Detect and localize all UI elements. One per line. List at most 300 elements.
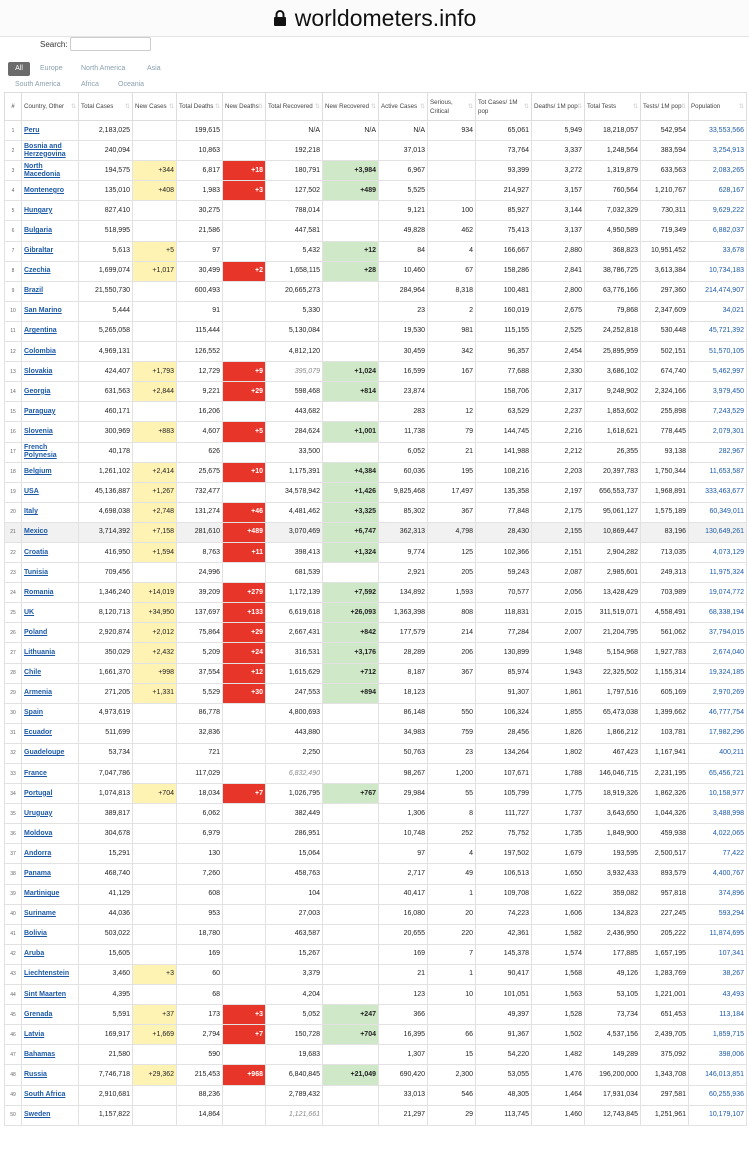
- table-row: [5, 342, 747, 362]
- column-header-country[interactable]: [22, 93, 79, 121]
- cell-total-tests: 12,743,845: [585, 1105, 641, 1125]
- cell-new-recovered: +842: [323, 623, 379, 643]
- cell-new-deaths: +7: [223, 1025, 266, 1045]
- cell-total-recovered: 443,880: [266, 723, 323, 743]
- cell-country[interactable]: South Africa: [22, 1085, 79, 1105]
- cell-country[interactable]: Georgia: [22, 382, 79, 402]
- cell-country[interactable]: Aruba: [22, 944, 79, 964]
- cell-population[interactable]: 6,882,037: [689, 221, 747, 241]
- cell-country[interactable]: Lithuania: [22, 643, 79, 663]
- column-header-total-tests[interactable]: [585, 93, 641, 121]
- cell-index: 41: [5, 924, 22, 944]
- cell-population[interactable]: 43,493: [689, 985, 747, 1005]
- column-header-active-cases[interactable]: [379, 93, 428, 121]
- cell-country[interactable]: Sweden: [22, 1105, 79, 1125]
- cell-total-tests: 7,032,329: [585, 201, 641, 221]
- cell-deaths-per-1m: 2,007: [532, 623, 585, 643]
- cell-deaths-per-1m: 1,948: [532, 643, 585, 663]
- cell-country[interactable]: Panama: [22, 864, 79, 884]
- column-header-cases-per-1m[interactable]: [476, 93, 532, 121]
- cell-total-tests: 2,904,282: [585, 542, 641, 562]
- cell-total-cases: 2,910,681: [79, 1085, 133, 1105]
- cell-total-tests: 5,154,968: [585, 643, 641, 663]
- cell-tests-per-1m: 2,231,195: [641, 764, 689, 784]
- cell-total-tests: 1,853,602: [585, 402, 641, 422]
- cell-new-recovered: +3,325: [323, 502, 379, 522]
- cell-country[interactable]: Latvia: [22, 1025, 79, 1045]
- cell-country[interactable]: France: [22, 764, 79, 784]
- cell-new-cases: +2,012: [133, 623, 177, 643]
- cell-population[interactable]: 4,022,065: [689, 824, 747, 844]
- tab-all[interactable]: All: [8, 62, 30, 76]
- cell-population[interactable]: 4,073,129: [689, 542, 747, 562]
- cell-population[interactable]: 374,896: [689, 884, 747, 904]
- cell-population[interactable]: 10,179,107: [689, 1105, 747, 1125]
- cell-country[interactable]: Uruguay: [22, 804, 79, 824]
- cell-serious-critical: 214: [428, 623, 476, 643]
- cell-active-cases: 29,984: [379, 784, 428, 804]
- cell-deaths-per-1m: 1,464: [532, 1085, 585, 1105]
- cell-country[interactable]: Martinique: [22, 884, 79, 904]
- cell-population[interactable]: 2,079,301: [689, 422, 747, 442]
- cell-country[interactable]: Czechia: [22, 261, 79, 281]
- cell-population[interactable]: 593,294: [689, 904, 747, 924]
- cell-deaths-per-1m: 2,155: [532, 522, 585, 542]
- cell-total-tests: 21,204,795: [585, 623, 641, 643]
- column-header-new-cases[interactable]: [133, 93, 177, 121]
- cell-country[interactable]: Croatia: [22, 542, 79, 562]
- cell-new-cases: +2,844: [133, 382, 177, 402]
- cell-population[interactable]: 34,021: [689, 301, 747, 321]
- cell-tests-per-1m: 1,343,708: [641, 1065, 689, 1085]
- cell-population[interactable]: 11,975,324: [689, 563, 747, 583]
- cell-new-recovered: +1,324: [323, 542, 379, 562]
- column-header-total-recovered[interactable]: [266, 93, 323, 121]
- cell-country[interactable]: Liechtenstein: [22, 964, 79, 984]
- cell-new-cases: [133, 824, 177, 844]
- cell-new-recovered: +4,384: [323, 462, 379, 482]
- cell-country[interactable]: Bulgaria: [22, 221, 79, 241]
- cell-population[interactable]: 4,400,767: [689, 864, 747, 884]
- cell-index: 30: [5, 703, 22, 723]
- cell-country[interactable]: Poland: [22, 623, 79, 643]
- table-row: [5, 884, 747, 904]
- cell-country[interactable]: Spain: [22, 703, 79, 723]
- cell-population[interactable]: 400,211: [689, 743, 747, 763]
- cell-new-recovered: [323, 1085, 379, 1105]
- table-row: [5, 743, 747, 763]
- cell-country[interactable]: Andorra: [22, 844, 79, 864]
- cell-total-cases: 5,613: [79, 241, 133, 261]
- cell-new-cases: [133, 563, 177, 583]
- cell-new-recovered: [323, 723, 379, 743]
- sort-icon: ⇅: [314, 104, 320, 110]
- cell-population[interactable]: 60,255,936: [689, 1085, 747, 1105]
- cell-population[interactable]: 2,674,040: [689, 643, 747, 663]
- cell-index: 32: [5, 743, 22, 763]
- cell-country[interactable]: Ecuador: [22, 723, 79, 743]
- cell-total-recovered: N/A: [266, 121, 323, 141]
- cell-total-cases: 4,698,038: [79, 502, 133, 522]
- cell-cases-per-1m: 158,286: [476, 261, 532, 281]
- cell-new-recovered: +814: [323, 382, 379, 402]
- cell-serious-critical: 29: [428, 1105, 476, 1125]
- cell-deaths-per-1m: 5,949: [532, 121, 585, 141]
- cell-deaths-per-1m: 1,563: [532, 985, 585, 1005]
- table-row: [5, 382, 747, 402]
- cell-country[interactable]: USA: [22, 482, 79, 502]
- cell-population[interactable]: 3,979,450: [689, 382, 747, 402]
- cell-serious-critical: 205: [428, 563, 476, 583]
- table-row: [5, 542, 747, 562]
- cell-new-deaths: +9: [223, 362, 266, 382]
- cell-serious-critical: [428, 161, 476, 181]
- cell-new-deaths: +133: [223, 603, 266, 623]
- cell-tests-per-1m: 957,818: [641, 884, 689, 904]
- cell-tests-per-1m: 633,563: [641, 161, 689, 181]
- cell-deaths-per-1m: 2,203: [532, 462, 585, 482]
- cell-new-recovered: [323, 964, 379, 984]
- cell-new-recovered: [323, 281, 379, 301]
- cell-deaths-per-1m: 3,137: [532, 221, 585, 241]
- cell-tests-per-1m: 1,283,769: [641, 964, 689, 984]
- cell-index: 24: [5, 583, 22, 603]
- column-header-label: Total Tests: [587, 103, 617, 110]
- cell-new-cases: [133, 844, 177, 864]
- cell-country[interactable]: North Macedonia: [22, 161, 79, 181]
- cell-new-cases: [133, 1045, 177, 1065]
- cell-cases-per-1m: 53,055: [476, 1065, 532, 1085]
- column-header-serious-critical[interactable]: [428, 93, 476, 121]
- cell-population[interactable]: 2,970,269: [689, 683, 747, 703]
- cell-tests-per-1m: 1,657,195: [641, 944, 689, 964]
- cell-new-recovered: [323, 924, 379, 944]
- cell-new-deaths: [223, 1045, 266, 1065]
- table-row: [5, 1085, 747, 1105]
- table-row: [5, 462, 747, 482]
- cell-new-recovered: [323, 804, 379, 824]
- cell-index: 20: [5, 502, 22, 522]
- cell-cases-per-1m: 91,307: [476, 683, 532, 703]
- cell-serious-critical: 367: [428, 663, 476, 683]
- column-header-total-cases[interactable]: [79, 93, 133, 121]
- cell-total-deaths: 600,493: [177, 281, 223, 301]
- cell-index: 28: [5, 663, 22, 683]
- cell-country[interactable]: Grenada: [22, 1005, 79, 1025]
- cell-new-recovered: [323, 221, 379, 241]
- cell-total-deaths: 115,444: [177, 321, 223, 341]
- cell-population[interactable]: 2,083,265: [689, 161, 747, 181]
- cell-population[interactable]: 11,874,695: [689, 924, 747, 944]
- cell-new-cases: +14,019: [133, 583, 177, 603]
- cell-active-cases: 33,013: [379, 1085, 428, 1105]
- cell-country[interactable]: Belgium: [22, 462, 79, 482]
- cell-tests-per-1m: 93,138: [641, 442, 689, 462]
- cell-population[interactable]: 628,167: [689, 181, 747, 201]
- cell-deaths-per-1m: 1,788: [532, 764, 585, 784]
- cell-population[interactable]: 11,653,587: [689, 462, 747, 482]
- cell-new-deaths: [223, 764, 266, 784]
- search-input[interactable]: [70, 37, 151, 51]
- cell-country[interactable]: Montenegro: [22, 181, 79, 201]
- cell-total-tests: 9,248,902: [585, 382, 641, 402]
- cell-population[interactable]: 33,678: [689, 241, 747, 261]
- cell-new-deaths: [223, 924, 266, 944]
- cell-country[interactable]: Bosnia and Herzegovina: [22, 141, 79, 161]
- tab-north-america[interactable]: North America: [81, 65, 126, 72]
- cell-population[interactable]: 77,422: [689, 844, 747, 864]
- cell-population[interactable]: 130,649,261: [689, 522, 747, 542]
- cell-new-cases: +5: [133, 241, 177, 261]
- cell-country[interactable]: Italy: [22, 502, 79, 522]
- cell-total-deaths: 5,529: [177, 683, 223, 703]
- cell-new-cases: +1,331: [133, 683, 177, 703]
- cell-index: 38: [5, 864, 22, 884]
- cell-new-deaths: +11: [223, 542, 266, 562]
- cell-country[interactable]: Romania: [22, 583, 79, 603]
- column-header-label: Total Deaths: [179, 103, 214, 110]
- cell-total-deaths: 16,206: [177, 402, 223, 422]
- cell-new-deaths: +3: [223, 181, 266, 201]
- cell-total-recovered: 3,070,469: [266, 522, 323, 542]
- cell-cases-per-1m: 70,577: [476, 583, 532, 603]
- cell-country[interactable]: Argentina: [22, 321, 79, 341]
- cell-country[interactable]: Bolivia: [22, 924, 79, 944]
- cell-country[interactable]: Moldova: [22, 824, 79, 844]
- cell-new-cases: +704: [133, 784, 177, 804]
- cell-population[interactable]: 65,456,721: [689, 764, 747, 784]
- cell-total-cases: 7,047,786: [79, 764, 133, 784]
- tab-asia[interactable]: Asia: [147, 65, 161, 72]
- cell-cases-per-1m: 102,366: [476, 542, 532, 562]
- cell-tests-per-1m: 893,579: [641, 864, 689, 884]
- column-header-index[interactable]: [5, 93, 22, 121]
- column-header-deaths-per-1m[interactable]: [532, 93, 585, 121]
- cell-population[interactable]: 60,349,011: [689, 502, 747, 522]
- cell-total-deaths: 130: [177, 844, 223, 864]
- column-header-new-deaths[interactable]: [223, 93, 266, 121]
- cell-active-cases: 28,289: [379, 643, 428, 663]
- cell-tests-per-1m: 1,750,344: [641, 462, 689, 482]
- cell-country[interactable]: Slovakia: [22, 362, 79, 382]
- cell-country[interactable]: Russia: [22, 1065, 79, 1085]
- cell-cases-per-1m: 106,513: [476, 864, 532, 884]
- tab-africa[interactable]: Africa: [81, 81, 99, 88]
- cell-population[interactable]: 1,859,715: [689, 1025, 747, 1045]
- cell-new-deaths: +5: [223, 422, 266, 442]
- cell-total-deaths: 18,034: [177, 784, 223, 804]
- cell-country[interactable]: Armenia: [22, 683, 79, 703]
- cell-country[interactable]: Mexico: [22, 522, 79, 542]
- cell-active-cases: 9,121: [379, 201, 428, 221]
- cell-population[interactable]: 38,267: [689, 964, 747, 984]
- cell-total-cases: 5,265,058: [79, 321, 133, 341]
- cell-active-cases: 34,983: [379, 723, 428, 743]
- cell-country[interactable]: Tunisia: [22, 563, 79, 583]
- cell-population[interactable]: 10,158,977: [689, 784, 747, 804]
- cell-population[interactable]: 37,794,015: [689, 623, 747, 643]
- cell-cases-per-1m: 111,727: [476, 804, 532, 824]
- cell-population[interactable]: 19,324,185: [689, 663, 747, 683]
- tab-south-america[interactable]: South America: [15, 81, 61, 88]
- cell-country[interactable]: Gibraltar: [22, 241, 79, 261]
- tab-europe[interactable]: Europe: [40, 65, 63, 72]
- cell-total-recovered: 192,218: [266, 141, 323, 161]
- cell-new-cases: +37: [133, 1005, 177, 1025]
- cell-total-deaths: 732,477: [177, 482, 223, 502]
- cell-population[interactable]: 7,243,529: [689, 402, 747, 422]
- table-row: [5, 281, 747, 301]
- cell-total-tests: 1,866,212: [585, 723, 641, 743]
- cell-total-tests: 177,885: [585, 944, 641, 964]
- cell-index: 22: [5, 542, 22, 562]
- column-header-label: Population: [691, 103, 721, 110]
- cell-serious-critical: 49: [428, 864, 476, 884]
- cell-population[interactable]: 9,629,222: [689, 201, 747, 221]
- cell-cases-per-1m: 166,667: [476, 241, 532, 261]
- cell-total-recovered: 4,204: [266, 985, 323, 1005]
- cell-country[interactable]: UK: [22, 603, 79, 623]
- cell-new-deaths: [223, 141, 266, 161]
- cell-deaths-per-1m: 1,802: [532, 743, 585, 763]
- cell-population[interactable]: 10,734,183: [689, 261, 747, 281]
- sort-icon: ⇅: [467, 104, 473, 110]
- cell-population[interactable]: 107,341: [689, 944, 747, 964]
- column-header-total-deaths[interactable]: [177, 93, 223, 121]
- cell-index: 17: [5, 442, 22, 462]
- cell-population[interactable]: 398,006: [689, 1045, 747, 1065]
- cell-country[interactable]: Brazil: [22, 281, 79, 301]
- cell-population[interactable]: 17,982,296: [689, 723, 747, 743]
- cell-total-recovered: 4,481,462: [266, 502, 323, 522]
- cell-population[interactable]: 19,074,772: [689, 583, 747, 603]
- cell-population[interactable]: 3,254,913: [689, 141, 747, 161]
- cell-tests-per-1m: 1,927,783: [641, 643, 689, 663]
- cell-new-cases: [133, 442, 177, 462]
- cell-country[interactable]: Chile: [22, 663, 79, 683]
- cell-active-cases: 1,363,398: [379, 603, 428, 623]
- cell-country[interactable]: Sint Maarten: [22, 985, 79, 1005]
- cell-population[interactable]: 146,013,851: [689, 1065, 747, 1085]
- cell-new-cases: [133, 985, 177, 1005]
- sort-icon: ⇅: [257, 104, 263, 110]
- cell-total-cases: 15,605: [79, 944, 133, 964]
- cell-country[interactable]: Guadeloupe: [22, 743, 79, 763]
- cell-total-tests: 65,473,038: [585, 703, 641, 723]
- column-header-tests-per-1m[interactable]: [641, 93, 689, 121]
- cell-population[interactable]: 214,474,907: [689, 281, 747, 301]
- cell-country[interactable]: French Polynesia: [22, 442, 79, 462]
- cell-serious-critical: 67: [428, 261, 476, 281]
- cell-new-recovered: +21,049: [323, 1065, 379, 1085]
- cell-deaths-per-1m: 3,157: [532, 181, 585, 201]
- cell-country[interactable]: Slovenia: [22, 422, 79, 442]
- cell-total-tests: 193,595: [585, 844, 641, 864]
- cell-country[interactable]: Bahamas: [22, 1045, 79, 1065]
- column-header-population[interactable]: [689, 93, 747, 121]
- cell-active-cases: 30,459: [379, 342, 428, 362]
- cell-country[interactable]: Peru: [22, 121, 79, 141]
- table-row: [5, 764, 747, 784]
- cell-active-cases: 10,460: [379, 261, 428, 281]
- cell-cases-per-1m: 65,061: [476, 121, 532, 141]
- cell-tests-per-1m: 713,035: [641, 542, 689, 562]
- cell-index: 47: [5, 1045, 22, 1065]
- cell-new-deaths: [223, 964, 266, 984]
- tab-oceania[interactable]: Oceania: [118, 81, 145, 88]
- cell-new-cases: +1,669: [133, 1025, 177, 1045]
- cell-total-recovered: 5,130,084: [266, 321, 323, 341]
- cell-country[interactable]: Suriname: [22, 904, 79, 924]
- column-header-label: New Recovered: [325, 103, 370, 110]
- cell-total-tests: 1,248,564: [585, 141, 641, 161]
- cell-new-deaths: +7: [223, 784, 266, 804]
- cell-population[interactable]: 68,338,194: [689, 603, 747, 623]
- cell-new-recovered: [323, 1105, 379, 1125]
- cell-total-deaths: 86,778: [177, 703, 223, 723]
- table-row: [5, 1005, 747, 1025]
- cell-population[interactable]: 282,967: [689, 442, 747, 462]
- cell-deaths-per-1m: 2,841: [532, 261, 585, 281]
- column-header-new-recovered[interactable]: [323, 93, 379, 121]
- cell-total-deaths: 8,763: [177, 542, 223, 562]
- cell-serious-critical: 462: [428, 221, 476, 241]
- cell-country[interactable]: San Marino: [22, 301, 79, 321]
- cell-total-tests: 4,950,589: [585, 221, 641, 241]
- cell-total-cases: 5,444: [79, 301, 133, 321]
- cell-deaths-per-1m: 1,679: [532, 844, 585, 864]
- cell-total-cases: 3,460: [79, 964, 133, 984]
- cell-total-tests: 1,618,621: [585, 422, 641, 442]
- cell-country[interactable]: Colombia: [22, 342, 79, 362]
- table-row: [5, 482, 747, 502]
- cell-total-recovered: 681,539: [266, 563, 323, 583]
- cell-country[interactable]: Hungary: [22, 201, 79, 221]
- cell-population[interactable]: 3,488,998: [689, 804, 747, 824]
- cell-total-cases: 21,550,730: [79, 281, 133, 301]
- cell-total-cases: 2,920,874: [79, 623, 133, 643]
- cell-tests-per-1m: 4,558,491: [641, 603, 689, 623]
- cell-new-recovered: [323, 985, 379, 1005]
- cell-total-deaths: 626: [177, 442, 223, 462]
- cell-population[interactable]: 113,184: [689, 1005, 747, 1025]
- cell-new-deaths: +24: [223, 643, 266, 663]
- column-header-label: Country, Other: [24, 103, 65, 110]
- cell-cases-per-1m: 59,243: [476, 563, 532, 583]
- cell-population[interactable]: 46,777,754: [689, 703, 747, 723]
- cell-deaths-per-1m: 1,582: [532, 924, 585, 944]
- cell-new-recovered: [323, 764, 379, 784]
- cell-new-deaths: [223, 482, 266, 502]
- cell-total-deaths: 131,274: [177, 502, 223, 522]
- cell-population[interactable]: 33,553,566: [689, 121, 747, 141]
- cell-country[interactable]: Portugal: [22, 784, 79, 804]
- table-row: [5, 301, 747, 321]
- cell-deaths-per-1m: 1,650: [532, 864, 585, 884]
- cell-population[interactable]: 45,721,392: [689, 321, 747, 341]
- cell-population[interactable]: 5,462,997: [689, 362, 747, 382]
- cell-new-cases: [133, 703, 177, 723]
- cell-population[interactable]: 333,463,677: [689, 482, 747, 502]
- browser-address-bar[interactable]: [0, 0, 749, 37]
- cell-serious-critical: 808: [428, 603, 476, 623]
- cell-total-deaths: 215,453: [177, 1065, 223, 1085]
- cell-population[interactable]: 51,570,105: [689, 342, 747, 362]
- cell-active-cases: 23: [379, 301, 428, 321]
- cell-country[interactable]: Paraguay: [22, 402, 79, 422]
- cell-tests-per-1m: 103,781: [641, 723, 689, 743]
- cell-serious-critical: 1,593: [428, 583, 476, 603]
